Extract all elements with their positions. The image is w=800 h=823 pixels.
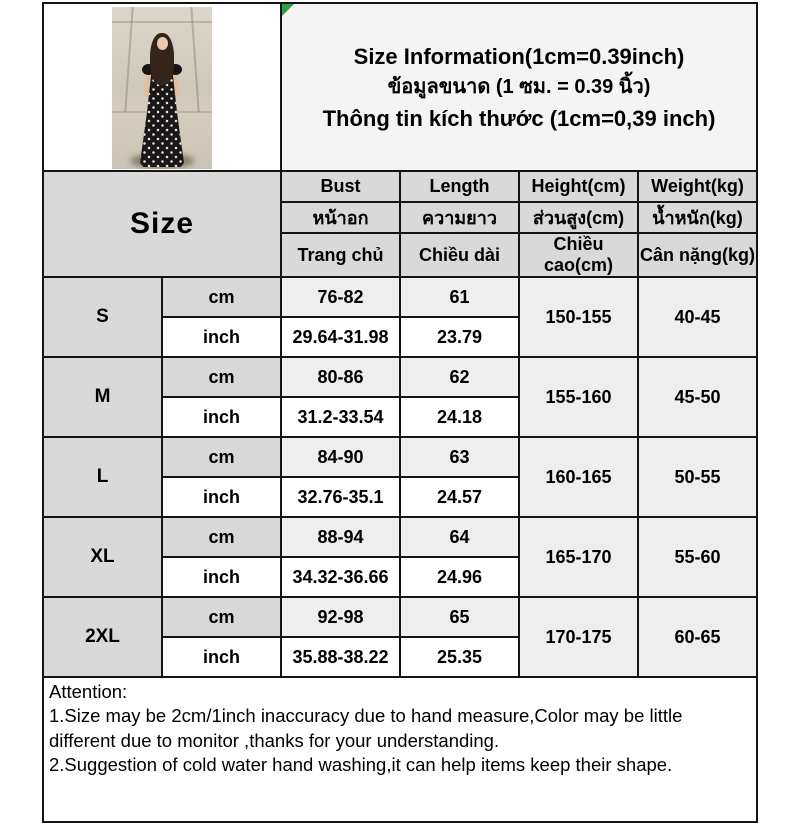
row-xl-cm xyxy=(43,517,757,557)
cell-l-weight: 50-55 xyxy=(638,437,757,517)
unit-cm-2xl: cm xyxy=(162,597,281,637)
header-row-en xyxy=(43,171,757,202)
col-header-height-th: ส่วนสูง(cm) xyxy=(519,202,638,233)
product-photo xyxy=(112,7,212,169)
cell-xl-bust-inch: 34.32-36.66 xyxy=(281,557,400,597)
size-table xyxy=(42,2,758,678)
attention-note-1: 1.Size may be 2cm/1inch inaccuracy due to hand measure,Color may be little different due to monitor ,thanks for your understanding. xyxy=(49,705,683,751)
size-corner-header: Size xyxy=(43,171,281,277)
cell-2xl-weight: 60-65 xyxy=(638,597,757,677)
cell-xl-length-inch: 24.96 xyxy=(400,557,519,597)
attention-heading: Attention: xyxy=(49,681,128,702)
cell-l-bust-inch: 32.76-35.1 xyxy=(281,477,400,517)
cell-m-height: 155-160 xyxy=(519,357,638,437)
unit-inch-m: inch xyxy=(162,397,281,437)
banner-row xyxy=(43,3,757,171)
cell-s-bust-cm: 76-82 xyxy=(281,277,400,317)
size-chart-wrap xyxy=(42,2,758,823)
unit-cm-s: cm xyxy=(162,277,281,317)
cell-xl-length-cm: 64 xyxy=(400,517,519,557)
cell-2xl-bust-cm: 92-98 xyxy=(281,597,400,637)
col-header-height-en: Height(cm) xyxy=(519,171,638,202)
cell-xl-bust-cm: 88-94 xyxy=(281,517,400,557)
title-vietnamese: Thông tin kích thước (1cm=0,39 inch) xyxy=(322,105,716,131)
unit-cm-xl: cm xyxy=(162,517,281,557)
unit-inch-s: inch xyxy=(162,317,281,357)
col-header-bust-en: Bust xyxy=(281,171,400,202)
row-m-cm xyxy=(43,357,757,397)
cell-s-weight: 40-45 xyxy=(638,277,757,357)
row-s-cm xyxy=(43,277,757,317)
cell-2xl-length-cm: 65 xyxy=(400,597,519,637)
cell-m-bust-cm: 80-86 xyxy=(281,357,400,397)
product-photo-cell xyxy=(43,3,281,171)
col-header-length-vi: Chiều dài xyxy=(400,233,519,277)
size-label-2xl: 2XL xyxy=(43,597,162,677)
title-thai: ข้อมูลขนาด (1 ซม. = 0.39 นิ้ว) xyxy=(387,75,651,98)
model-face xyxy=(157,37,168,50)
row-2xl-cm xyxy=(43,597,757,637)
col-header-weight-th: น้ำหนัก(kg) xyxy=(638,202,757,233)
photo-ceiling-line xyxy=(112,21,212,23)
unit-cm-m: cm xyxy=(162,357,281,397)
cell-m-length-cm: 62 xyxy=(400,357,519,397)
attention-note-2: 2.Suggestion of cold water hand washing,it can help items keep their shape. xyxy=(49,754,673,776)
cell-xl-weight: 55-60 xyxy=(638,517,757,597)
col-header-weight-vi: Cân nặng(kg) xyxy=(638,233,757,277)
size-label-xl: XL xyxy=(43,517,162,597)
size-label-s: S xyxy=(43,277,162,357)
size-label-l: L xyxy=(43,437,162,517)
cell-l-bust-cm: 84-90 xyxy=(281,437,400,477)
col-header-height-vi: Chiều cao(cm) xyxy=(519,233,638,277)
cell-s-height: 150-155 xyxy=(519,277,638,357)
title-english: Size Information(1cm=0.39inch) xyxy=(353,43,685,69)
cell-2xl-bust-inch: 35.88-38.22 xyxy=(281,637,400,677)
cell-m-length-inch: 24.18 xyxy=(400,397,519,437)
unit-cm-l: cm xyxy=(162,437,281,477)
title-cell xyxy=(281,3,757,171)
cell-s-length-inch: 23.79 xyxy=(400,317,519,357)
row-l-cm xyxy=(43,437,757,477)
col-header-bust-th: หน้าอก xyxy=(281,202,400,233)
col-header-bust-vi: Trang chủ xyxy=(281,233,400,277)
col-header-weight-en: Weight(kg) xyxy=(638,171,757,202)
unit-inch-2xl: inch xyxy=(162,637,281,677)
cell-s-length-cm: 61 xyxy=(400,277,519,317)
green-corner-marker xyxy=(282,4,294,16)
cell-l-length-cm: 63 xyxy=(400,437,519,477)
cell-xl-height: 165-170 xyxy=(519,517,638,597)
cell-s-bust-inch: 29.64-31.98 xyxy=(281,317,400,357)
cell-l-height: 160-165 xyxy=(519,437,638,517)
unit-inch-xl: inch xyxy=(162,557,281,597)
cell-m-weight: 45-50 xyxy=(638,357,757,437)
cell-l-length-inch: 24.57 xyxy=(400,477,519,517)
attention-box xyxy=(42,676,758,823)
unit-inch-l: inch xyxy=(162,477,281,517)
size-label-m: M xyxy=(43,357,162,437)
col-header-length-en: Length xyxy=(400,171,519,202)
col-header-length-th: ความยาว xyxy=(400,202,519,233)
cell-2xl-height: 170-175 xyxy=(519,597,638,677)
cell-m-bust-inch: 31.2-33.54 xyxy=(281,397,400,437)
cell-2xl-length-inch: 25.35 xyxy=(400,637,519,677)
